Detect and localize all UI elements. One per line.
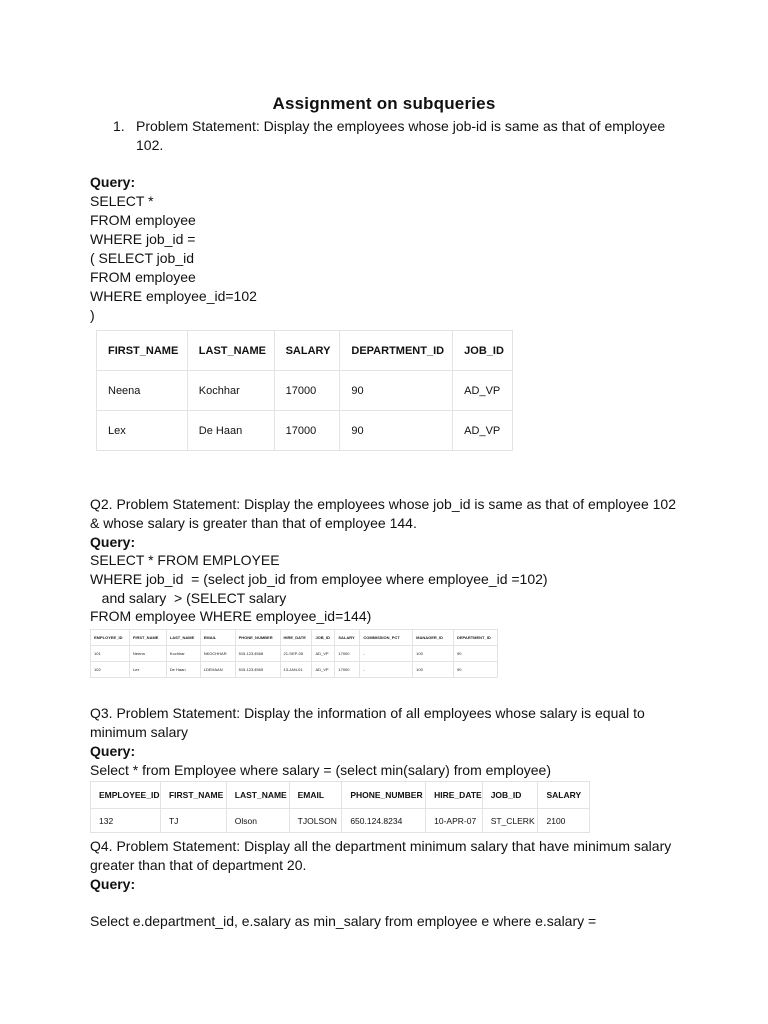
- table-row: [97, 371, 513, 411]
- table-cell: 17000: [274, 371, 340, 411]
- table-cell: 515.123.4568: [235, 646, 280, 662]
- table-cell: 17000: [335, 646, 360, 662]
- q3-query-label: Query:: [90, 743, 136, 759]
- column-header: LAST_NAME: [226, 782, 289, 809]
- column-header: JOB_ID: [312, 630, 335, 646]
- table-cell: 90: [340, 371, 453, 411]
- table-cell: Neena: [129, 646, 166, 662]
- column-header: LAST_NAME: [166, 630, 200, 646]
- q3-result-table: [90, 781, 590, 833]
- column-header: JOB_ID: [453, 331, 513, 371]
- table-cell: AD_VP: [453, 371, 513, 411]
- q1-query-line: FROM employee: [90, 269, 196, 285]
- table-cell: Lex: [97, 411, 188, 451]
- table-cell: Neena: [97, 371, 188, 411]
- q3-query-line: Select * from Employee where salary = (select min(salary) from employee): [90, 762, 551, 778]
- table-cell: NKOCHHAR: [200, 646, 235, 662]
- table-header-row: [97, 331, 513, 371]
- column-header: LAST_NAME: [187, 331, 274, 371]
- column-header: SALARY: [538, 782, 590, 809]
- q4-statement-line1: Q4. Problem Statement: Display all the department minimum salary that have minimum salary: [90, 838, 672, 854]
- column-header: HIRE_DATE: [426, 782, 483, 809]
- column-header: SALARY: [335, 630, 360, 646]
- table-cell: 102: [91, 662, 130, 678]
- table-cell: 650.124.8234: [342, 809, 426, 833]
- q2-statement-line1: Q2. Problem Statement: Display the employees whose job_id is same as that of employee 102: [90, 496, 676, 512]
- table-row: [91, 809, 590, 833]
- q3-statement-line2: minimum salary: [90, 724, 189, 740]
- q4-query-line: Select e.department_id, e.salary as min_salary from employee e where e.salary =: [90, 913, 597, 929]
- table-cell: LDEHAAN: [200, 662, 235, 678]
- table-cell: Kochhar: [166, 646, 200, 662]
- q1-number: 1.: [113, 118, 125, 134]
- q1-query-line: SELECT *: [90, 193, 154, 209]
- page-title: Assignment on subqueries: [272, 94, 496, 113]
- q4-query-label: Query:: [90, 876, 136, 892]
- table-cell: TJ: [160, 809, 226, 833]
- table-cell: 90: [454, 646, 498, 662]
- q1-query-line: FROM employee: [90, 212, 196, 228]
- q1-statement-line1: Problem Statement: Display the employees whose job-id is same as that of employee: [136, 118, 666, 134]
- table-cell: AD_VP: [312, 646, 335, 662]
- q1-statement-line2: 102.: [136, 137, 164, 153]
- q2-query-line: WHERE job_id = (select job_id from employee where employee_id =102): [90, 571, 548, 587]
- table-cell: 17000: [274, 411, 340, 451]
- table-cell: 10-APR-07: [426, 809, 483, 833]
- table-cell: 100: [413, 662, 454, 678]
- q2-query-line: SELECT * FROM EMPLOYEE: [90, 552, 280, 568]
- table-cell: 100: [413, 646, 454, 662]
- table-header-row: [91, 782, 590, 809]
- table-cell: -: [360, 646, 413, 662]
- table-cell: 13-JAN-01: [280, 662, 312, 678]
- q2-query-line: FROM employee WHERE employee_id=144): [90, 608, 372, 624]
- column-header: SALARY: [274, 331, 340, 371]
- column-header: HIRE_DATE: [280, 630, 312, 646]
- table-cell: -: [360, 662, 413, 678]
- q1-query-line: ): [90, 307, 95, 323]
- table-cell: AD_VP: [453, 411, 513, 451]
- table-cell: De Haan: [187, 411, 274, 451]
- table-row: [91, 662, 498, 678]
- column-header: PHONE_NUMBER: [235, 630, 280, 646]
- column-header: PHONE_NUMBER: [342, 782, 426, 809]
- column-header: FIRST_NAME: [129, 630, 166, 646]
- table-cell: 90: [340, 411, 453, 451]
- q2-query-line: and salary > (SELECT salary: [90, 590, 287, 606]
- column-header: EMPLOYEE_ID: [91, 630, 130, 646]
- table-cell: 2100: [538, 809, 590, 833]
- q3-statement-line1: Q3. Problem Statement: Display the information of all employees whose salary is equal to: [90, 705, 645, 721]
- table-cell: 17000: [335, 662, 360, 678]
- q2-statement-line2: & whose salary is greater than that of employee 144.: [90, 515, 417, 531]
- table-cell: 21-SEP-05: [280, 646, 312, 662]
- column-header: FIRST_NAME: [97, 331, 188, 371]
- table-cell: 515.123.4569: [235, 662, 280, 678]
- q1-query-line: ( SELECT job_id: [90, 250, 195, 266]
- table-cell: 101: [91, 646, 130, 662]
- q4-statement-line2: greater than that of department 20.: [90, 857, 307, 873]
- q2-query-label: Query:: [90, 534, 136, 550]
- column-header: EMAIL: [289, 782, 342, 809]
- q1-result-table: [96, 330, 513, 451]
- table-cell: AD_VP: [312, 662, 335, 678]
- column-header: EMPLOYEE_ID: [91, 782, 161, 809]
- q1-query-line: WHERE job_id =: [90, 231, 196, 247]
- column-header: JOB_ID: [482, 782, 538, 809]
- column-header: DEPARTMENT_ID: [454, 630, 498, 646]
- table-cell: 132: [91, 809, 161, 833]
- q1-query-line: WHERE employee_id=102: [90, 288, 257, 304]
- column-header: MANAGER_ID: [413, 630, 454, 646]
- q1-query-label: Query:: [90, 174, 136, 190]
- column-header: EMAIL: [200, 630, 235, 646]
- table-header-row: [91, 630, 498, 646]
- table-cell: 90: [454, 662, 498, 678]
- table-cell: Kochhar: [187, 371, 274, 411]
- table-row: [97, 411, 513, 451]
- table-cell: TJOLSON: [289, 809, 342, 833]
- q2-result-table: [90, 629, 498, 678]
- table-cell: Olson: [226, 809, 289, 833]
- column-header: COMMISSION_PCT: [360, 630, 413, 646]
- column-header: DEPARTMENT_ID: [340, 331, 453, 371]
- table-cell: ST_CLERK: [482, 809, 538, 833]
- column-header: FIRST_NAME: [160, 782, 226, 809]
- table-row: [91, 646, 498, 662]
- table-cell: Lex: [129, 662, 166, 678]
- table-cell: De Haan: [166, 662, 200, 678]
